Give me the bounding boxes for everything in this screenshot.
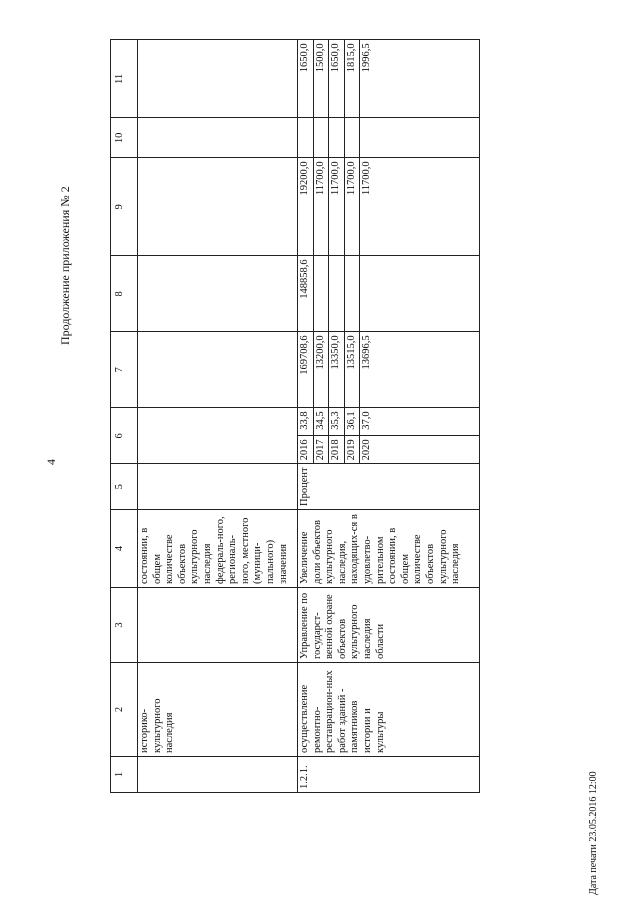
extra-cell: 1500,0 bbox=[313, 40, 329, 118]
regional-cell: 11700,0 bbox=[313, 158, 329, 256]
total-cell: 13515,0 bbox=[344, 332, 360, 408]
print-date: Дата печати 23.05.2016 12:00 bbox=[588, 771, 599, 895]
total-cell: 13696,5 bbox=[360, 332, 480, 408]
item-executor: Управление по государст-венной охране объектов культурного наследия области bbox=[298, 588, 480, 663]
appendix-title: Продолжение приложения № 2 bbox=[58, 186, 72, 345]
continued-section-name: историко-культурного наследия bbox=[138, 663, 298, 757]
continued-col-9 bbox=[138, 158, 298, 256]
continued-col-1 bbox=[138, 757, 298, 793]
target-cell: 37,0 bbox=[360, 408, 480, 436]
federal-cell bbox=[313, 256, 329, 332]
item-name: осуществление ремонтно-реставрацион-ных работ зданий - памятников истории и культуры bbox=[298, 663, 480, 757]
header-col-6: 6 bbox=[111, 408, 138, 464]
year-cell: 2019 bbox=[344, 436, 360, 464]
item-number: 1.2.1. bbox=[298, 757, 480, 793]
target-cell: 35,3 bbox=[329, 408, 345, 436]
target-cell: 34,5 bbox=[313, 408, 329, 436]
continued-col-5 bbox=[138, 464, 298, 510]
header-col-9: 9 bbox=[111, 158, 138, 256]
other-cell bbox=[344, 118, 360, 158]
federal-cell bbox=[344, 256, 360, 332]
item-indicator: Увеличение доли объектов культурного наследия, находящих-ся в удовлетво-рительном состоянии, в общем количестве объектов культурного наследия bbox=[298, 510, 480, 588]
program-table bbox=[110, 39, 480, 793]
year-cell: 2016 bbox=[298, 436, 314, 464]
header-col-11: 11 bbox=[111, 40, 138, 118]
total-cell: 13350,0 bbox=[329, 332, 345, 408]
continued-col-11 bbox=[138, 40, 298, 118]
header-col-7: 7 bbox=[111, 332, 138, 408]
header-col-4: 4 bbox=[111, 510, 138, 588]
header-col-10: 10 bbox=[111, 118, 138, 158]
header-col-3: 3 bbox=[111, 588, 138, 663]
header-col-8: 8 bbox=[111, 256, 138, 332]
continued-row bbox=[138, 40, 298, 793]
item-unit: Процент bbox=[298, 464, 480, 510]
header-col-5: 5 bbox=[111, 464, 138, 510]
total-cell: 169708,6 bbox=[298, 332, 314, 408]
continued-col-10 bbox=[138, 118, 298, 158]
other-cell bbox=[298, 118, 314, 158]
continued-col-8 bbox=[138, 256, 298, 332]
year-cell: 2017 bbox=[313, 436, 329, 464]
target-cell: 36,1 bbox=[344, 408, 360, 436]
extra-cell: 1815,0 bbox=[344, 40, 360, 118]
continued-col-3 bbox=[138, 588, 298, 663]
continued-col-7 bbox=[138, 332, 298, 408]
regional-cell: 11700,0 bbox=[344, 158, 360, 256]
header-col-1: 1 bbox=[111, 757, 138, 793]
year-cell: 2020 bbox=[360, 436, 480, 464]
federal-cell: 148858,6 bbox=[298, 256, 314, 332]
target-cell: 33,8 bbox=[298, 408, 314, 436]
other-cell bbox=[360, 118, 480, 158]
total-cell: 13200,0 bbox=[313, 332, 329, 408]
header-row bbox=[111, 40, 138, 793]
extra-cell: 1650,0 bbox=[329, 40, 345, 118]
extra-cell: 1996,5 bbox=[360, 40, 480, 118]
regional-cell: 11700,0 bbox=[360, 158, 480, 256]
header-col-2: 2 bbox=[111, 663, 138, 757]
federal-cell bbox=[360, 256, 480, 332]
table-row bbox=[298, 40, 314, 793]
regional-cell: 11700,0 bbox=[329, 158, 345, 256]
regional-cell: 19200,0 bbox=[298, 158, 314, 256]
page-number: 4 bbox=[44, 459, 58, 465]
other-cell bbox=[329, 118, 345, 158]
other-cell bbox=[313, 118, 329, 158]
continued-indicator: состоянии, в общем количестве объектов культурного наследия федераль-ного, региональ-ного, местного (муници-пального) значения bbox=[138, 510, 298, 588]
year-cell: 2018 bbox=[329, 436, 345, 464]
continued-col-6 bbox=[138, 408, 298, 464]
extra-cell: 1650,0 bbox=[298, 40, 314, 118]
federal-cell bbox=[329, 256, 345, 332]
